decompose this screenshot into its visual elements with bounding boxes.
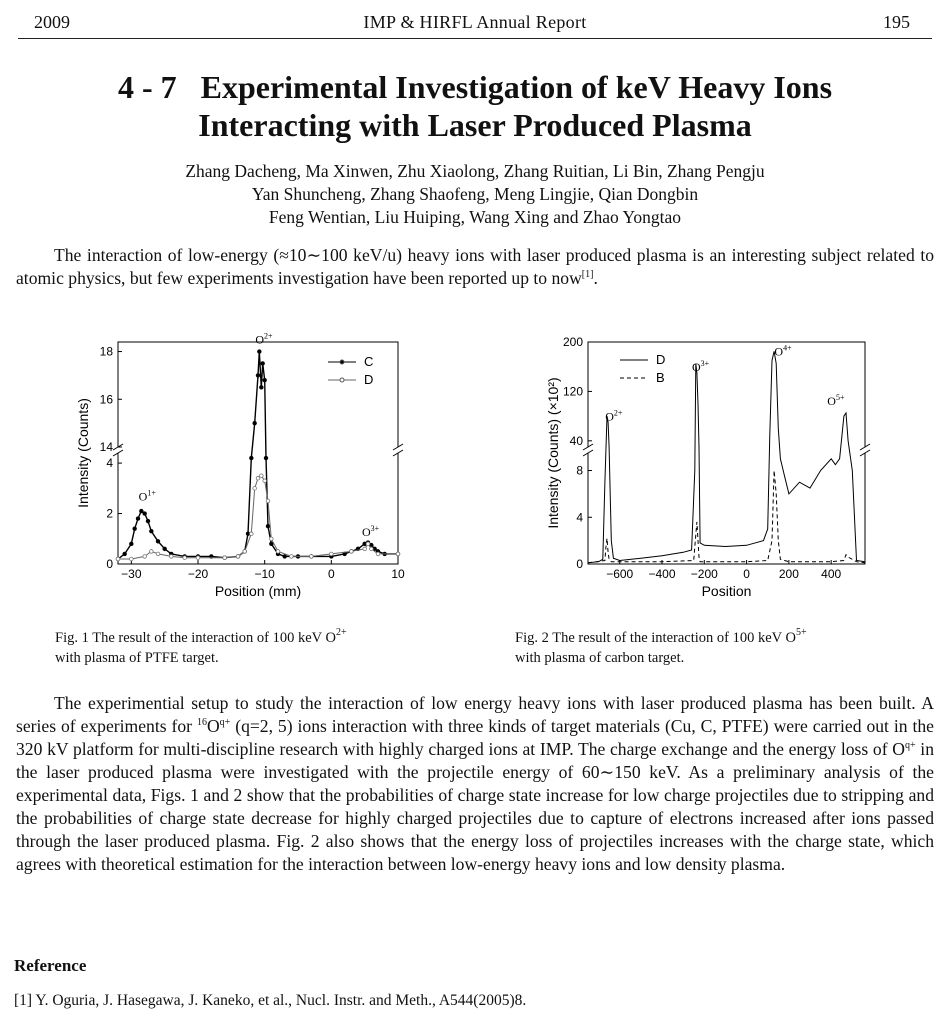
data-point-C	[150, 529, 154, 533]
x-tick-label: −10	[254, 567, 275, 581]
data-point-D	[370, 547, 374, 551]
data-point-D	[270, 537, 274, 541]
data-point-C	[133, 527, 137, 531]
running-header	[18, 10, 932, 39]
reference-item[interactable]: [1] Y. Oguria, J. Hasegawa, J. Kaneko, et al., Nucl. Instr. and Meth., A544(2005)8.	[14, 992, 527, 1009]
caption-text: Fig. 1 The result of the interaction of 100 keV O	[55, 630, 336, 646]
x-tick-label: 0	[327, 567, 335, 581]
data-point-D	[253, 487, 257, 491]
header-year: 2009	[34, 12, 70, 32]
data-point-C	[260, 386, 264, 390]
legend-label-C: C	[364, 354, 374, 369]
y-tick-label: 4	[106, 456, 113, 471]
data-point-C	[283, 555, 287, 559]
peak-label: $O^{5+}$	[827, 393, 845, 409]
citation-ref[interactable]: [1]	[581, 269, 594, 280]
legend-label-D: D	[364, 372, 374, 387]
data-point-D	[330, 552, 334, 556]
y-tick-label: 18	[99, 344, 113, 359]
figure-2-caption	[515, 628, 925, 668]
caption-text: with plasma of carbon target.	[515, 650, 685, 666]
legend-label-B: B	[656, 370, 665, 385]
data-point-C	[264, 456, 268, 460]
data-point-C	[263, 378, 267, 382]
data-point-C	[256, 374, 260, 378]
series-line-D	[118, 476, 398, 559]
caption-superscript: 2+	[335, 627, 347, 638]
data-point-C	[258, 350, 262, 354]
isotope-element: O	[206, 716, 220, 736]
header-journal: IMP & HIRFL Annual Report	[363, 12, 587, 32]
data-point-D	[350, 550, 354, 554]
data-point-C	[123, 552, 127, 556]
series-line-D	[588, 351, 865, 563]
x-tick-label: −400	[648, 567, 676, 581]
y-tick-label: 4	[576, 510, 583, 525]
data-point-D	[263, 479, 267, 483]
legend-label-D: D	[656, 352, 666, 367]
author-line: Zhang Dacheng, Ma Xinwen, Zhu Xiaolong, Zhang Ruitian, Li Bin, Zhang Pengju	[185, 161, 765, 181]
figure-1-chart	[70, 332, 420, 617]
axis-break-gap	[114, 447, 402, 453]
caption-superscript: 5+	[795, 627, 807, 638]
data-point-D	[116, 557, 120, 561]
figure-1	[70, 332, 420, 622]
series-line-B	[588, 471, 865, 563]
y-tick-label: 40	[569, 433, 583, 448]
data-point-D	[256, 476, 260, 480]
y-tick-label: 8	[576, 463, 583, 478]
peak-label: $O^{2+}$	[605, 408, 623, 424]
data-point-D	[266, 499, 270, 503]
charge-state: q+	[904, 740, 916, 751]
y-axis-label: Intensity (Counts)	[75, 398, 91, 508]
data-point-D	[310, 555, 314, 559]
data-point-D	[243, 550, 247, 554]
data-point-C	[146, 519, 150, 523]
data-point-D	[143, 555, 147, 559]
header-page-number: 195	[883, 12, 910, 32]
data-point-C	[136, 517, 140, 521]
data-point-D	[196, 556, 200, 560]
author-line: Yan Shuncheng, Zhang Shaofeng, Meng Lingjie, Qian Dongbin	[251, 184, 699, 204]
figure-2-chart	[530, 332, 880, 617]
y-tick-label: 200	[562, 335, 583, 349]
title-line-2: Interacting with Laser Produced Plasma	[198, 107, 752, 143]
figure-1-caption	[55, 628, 455, 668]
data-point-C	[253, 421, 257, 425]
data-point-D	[366, 542, 370, 546]
paper-title	[0, 68, 950, 144]
data-point-D	[156, 552, 160, 556]
charge-state: q+	[219, 717, 231, 728]
data-point-D	[236, 555, 240, 559]
y-tick-label: 120	[562, 384, 583, 399]
data-point-D	[376, 552, 380, 556]
data-point-D	[276, 550, 280, 554]
data-point-D	[130, 557, 134, 561]
author-list	[0, 160, 950, 229]
caption-text: Fig. 2 The result of the interaction of 100 keV O	[515, 630, 796, 646]
data-point-D	[363, 547, 367, 551]
data-point-C	[130, 542, 134, 546]
data-point-D	[150, 550, 154, 554]
data-point-D	[250, 532, 254, 536]
y-tick-label: 2	[106, 506, 113, 521]
data-point-C	[261, 362, 265, 366]
x-axis-label: Position	[701, 583, 752, 599]
intro-paragraph	[16, 244, 934, 290]
data-point-D	[170, 555, 174, 559]
caption-text: with plasma of PTFE target.	[55, 650, 219, 666]
x-tick-label: −600	[606, 567, 634, 581]
legend-marker-C	[340, 360, 344, 364]
peak-label: $O^{3+}$	[691, 359, 710, 375]
title-line-1: 4 - 7 Experimental Investigation of keV Heavy Ions	[117, 69, 833, 105]
x-tick-label: −200	[690, 567, 718, 581]
x-tick-label: −20	[187, 567, 209, 581]
y-axis-label: Intensity (Counts) (×10²)	[545, 377, 561, 529]
data-point-D	[183, 556, 187, 560]
x-axis-label: Position (mm)	[214, 583, 302, 599]
y-tick-label: 0	[576, 557, 583, 571]
peak-label: $O^{4+}$	[774, 343, 792, 359]
data-point-D	[290, 555, 294, 559]
axis-break-gap	[584, 447, 869, 453]
data-point-C	[250, 456, 254, 460]
peak-label: $O^{2+}$	[255, 332, 273, 347]
data-point-C	[140, 509, 144, 513]
peak-label: $O^{3+}$	[362, 523, 380, 539]
body-paragraph	[16, 692, 934, 876]
x-tick-label: 10	[391, 567, 405, 581]
y-tick-label: 14	[99, 440, 113, 454]
series-line-C	[118, 352, 398, 560]
x-tick-label: 200	[778, 567, 799, 581]
body-text: in the laser produced plasma were investigated with the projectile energy of 60∼150 keV. As a preliminary analysis of the experimental data, Figs. 1 and 2 show that the probabilities of charge state increase for low charge projectiles due to stripping and the probabilities of charge state decrease for highly charged projectiles due to capture of electrons increased after ions passed through the laser produced plasma. Fig. 2 also shows that the energy loss of projectiles increases with the charge state, which agrees with theoretical estimation for the interaction between low-energy heavy ions and low density plasma.	[16, 739, 934, 874]
x-tick-label: 0	[743, 567, 750, 581]
data-point-D	[260, 474, 264, 478]
x-tick-label: −30	[121, 567, 142, 581]
data-point-D	[223, 556, 227, 560]
intro-end: .	[593, 268, 598, 288]
data-point-C	[143, 512, 147, 516]
peak-label: $O^{1+}$	[138, 488, 156, 504]
y-tick-label: 16	[99, 392, 113, 407]
legend-marker-D	[340, 378, 344, 382]
data-point-D	[396, 552, 400, 556]
data-point-C	[156, 539, 160, 543]
intro-text: The interaction of low-energy (≈10∼100 keV/u) heavy ions with laser produced plasma is an interesting subject related to atomic physics, but few experiments investigation have been reported up to now	[16, 245, 934, 288]
author-line: Feng Wentian, Liu Huiping, Wang Xing and Zhao Yongtao	[268, 207, 682, 227]
data-point-C	[266, 524, 270, 528]
reference-heading: Reference	[14, 956, 87, 975]
data-point-C	[163, 547, 167, 551]
y-tick-label: 0	[106, 557, 113, 571]
body-text: The experimential setup to study the interaction of low energy heavy ions with laser produced plasma has been built. A series of experiments for	[16, 693, 934, 736]
body-text: (q=2, 5) ions interaction with three kinds of target materials (Cu, C, PTFE) were carried out in the 320 kV platform for multi-discipline research with highly charged ions at IMP. The charge exchange and the energy loss of O	[16, 716, 934, 759]
data-point-C	[270, 542, 274, 546]
figure-2	[530, 332, 880, 622]
x-tick-label: 400	[821, 567, 842, 581]
isotope-mass: 16	[196, 717, 207, 728]
